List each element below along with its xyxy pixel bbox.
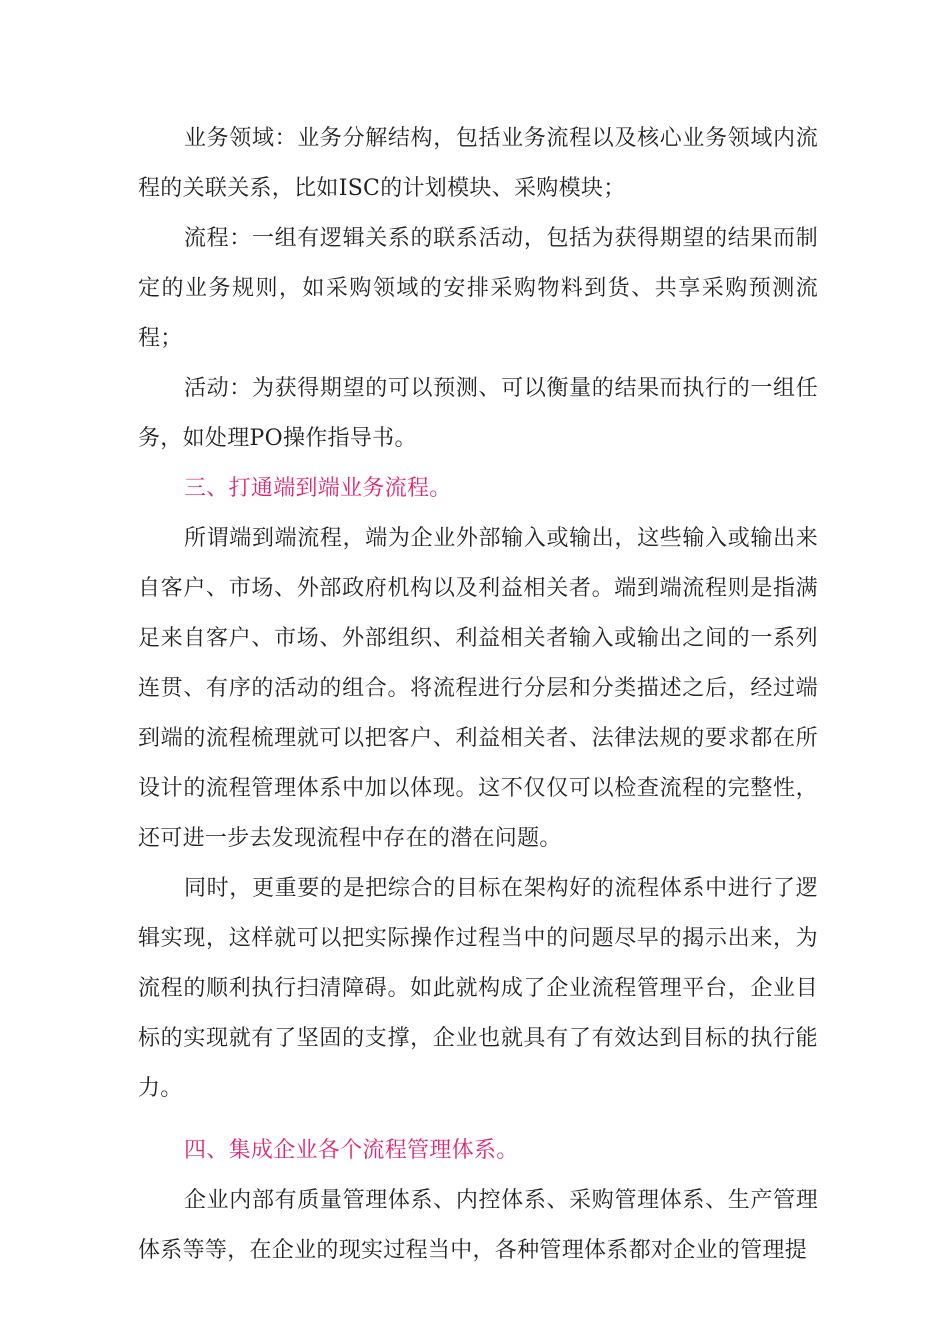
paragraph-activity: 活动：为获得期望的可以预测、可以衡量的结果而执行的一组任务，如处理PO操作指导书。 bbox=[138, 376, 818, 451]
paragraph-process: 流程：一组有逻辑关系的联系活动，包括为获得期望的结果而制定的业务规则，如采购领域的安排采购物料到货、共享采购预测流程； bbox=[138, 226, 818, 351]
section-heading-4: 四、集成企业各个流程管理体系。 bbox=[184, 1138, 519, 1163]
paragraph-management-systems: 企业内部有质量管理体系、内控体系、采购管理体系、生产管理体系等等，在企业的现实过程当中，各种管理体系都对企业的管理提 bbox=[138, 1188, 818, 1263]
paragraph-simultaneously: 同时，更重要的是把综合的目标在架构好的流程体系中进行了逻辑实现，这样就可以把实际操作过程当中的问题尽早的揭示出来，为流程的顺利执行扫清障碍。如此就构成了企业流程管理平台，企业目标的实现就有了坚固的支撑，企业也就具有了有效达到目标的执行能力。 bbox=[138, 876, 818, 1101]
document-body bbox=[138, 114, 818, 1276]
section-heading-3: 三、打通端到端业务流程。 bbox=[184, 476, 452, 501]
paragraph-end-to-end: 所谓端到端流程，端为企业外部输入或输出，这些输入或输出来自客户、市场、外部政府机构以及利益相关者。端到端流程则是指满足来自客户、市场、外部组织、利益相关者输入或输出之间的一系列连贯、有序的活动的组合。将流程进行分层和分类描述之后，经过端到端的流程梳理就可以把客户、利益相关者、法律法规的要求都在所设计的流程管理体系中加以体现。这不仅仅可以检查流程的完整性，还可进一步去发现流程中存在的潜在问题。 bbox=[138, 526, 818, 851]
paragraph-business-domain: 业务领域：业务分解结构，包括业务流程以及核心业务领域内流程的关联关系，比如ISC的计划模块、采购模块； bbox=[138, 126, 818, 201]
paragraph-gap bbox=[138, 1114, 818, 1126]
